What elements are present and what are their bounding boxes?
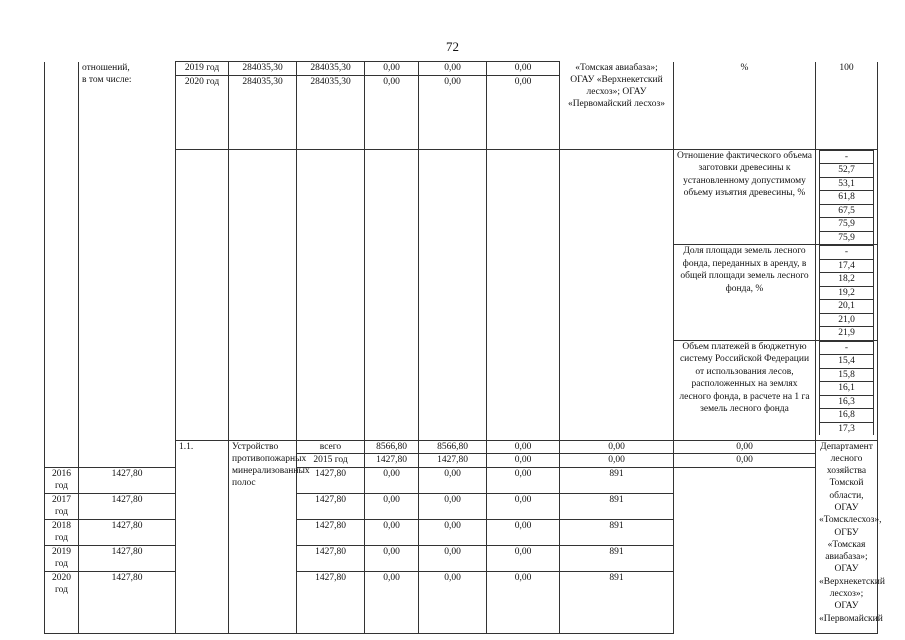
value-cell: 891 xyxy=(560,545,674,571)
amount-cell: 8566,80 xyxy=(365,440,419,454)
empty-cell xyxy=(560,149,674,440)
amount-cell: 0,00 xyxy=(487,62,560,76)
amount-cell: 0,00 xyxy=(419,493,487,519)
amount-cell: 0,00 xyxy=(487,467,560,493)
indicator-value: - xyxy=(820,341,874,355)
value-cell: 891 xyxy=(560,493,674,519)
amount-cell: 0,00 xyxy=(419,545,487,571)
amount-cell: 284035,30 xyxy=(229,75,297,149)
year-label: 2019 год xyxy=(176,62,229,76)
indicator-value: 21,9 xyxy=(820,327,874,340)
indicator-value: 53,1 xyxy=(820,177,874,191)
amount-cell: 0,00 xyxy=(419,467,487,493)
table-row xyxy=(45,545,878,571)
amount-cell: 1427,80 xyxy=(79,571,176,633)
amount-cell: 0,00 xyxy=(674,440,816,454)
empty-cell xyxy=(176,149,229,440)
empty-cell xyxy=(229,149,297,440)
indicator-value: 61,8 xyxy=(820,191,874,205)
amount-cell: 284035,30 xyxy=(229,62,297,76)
indicator-value: 15,8 xyxy=(820,368,874,382)
amount-cell: 284035,30 xyxy=(297,62,365,76)
amount-cell: 0,00 xyxy=(365,493,419,519)
indicator-values xyxy=(816,245,878,341)
amount-cell: 1427,80 xyxy=(297,545,365,571)
amount-cell: 1427,80 xyxy=(297,493,365,519)
value-cell: 891 xyxy=(560,467,674,493)
name-line: в том числе: xyxy=(82,74,132,85)
empty-cell xyxy=(365,149,419,440)
amount-cell: 0,00 xyxy=(560,454,674,468)
indicator-name: Отношение фактического объема заготовки древесины к установленному допустимому объему изъятия древесины, % xyxy=(674,149,816,245)
amount-cell: 0,00 xyxy=(674,454,816,468)
page-number: 72 xyxy=(446,39,459,54)
indicator-value: 21,0 xyxy=(820,313,874,327)
year-label: 2015 год xyxy=(297,454,365,468)
amount-cell: 1427,80 xyxy=(297,467,365,493)
amount-cell: 0,00 xyxy=(487,75,560,149)
amount-cell: 284035,30 xyxy=(297,75,365,149)
empty-cell xyxy=(297,149,365,440)
year-label: 2017 год xyxy=(45,493,79,519)
indicator-cell: % xyxy=(674,62,816,150)
amount-cell: 0,00 xyxy=(365,467,419,493)
amount-cell: 1427,80 xyxy=(79,467,176,493)
indicator-value: 16,3 xyxy=(820,395,874,409)
indicator-value: 17,4 xyxy=(820,259,874,273)
indicator-value: 75,9 xyxy=(820,231,874,244)
amount-cell: 1427,80 xyxy=(297,571,365,633)
indicator-value: 16,1 xyxy=(820,382,874,396)
amount-cell: 1427,80 xyxy=(297,519,365,545)
amount-cell: 0,00 xyxy=(419,519,487,545)
indicator-value: - xyxy=(820,150,874,164)
empty-cell xyxy=(419,149,487,440)
indicator-value: 75,9 xyxy=(820,218,874,232)
amount-cell: 1427,80 xyxy=(419,454,487,468)
table-row xyxy=(45,62,878,76)
value-cell: 100 xyxy=(816,62,878,150)
amount-cell: 0,00 xyxy=(419,62,487,76)
executor-cell: Департамент лесного хозяйства Томской области, ОГАУ «Томсклесхоз», ОГБУ «Томская авиабаза»; ОГАУ «Верхнекетский лесхоз»; ОГАУ «Первомайский xyxy=(816,440,878,633)
indicator-value: 16,8 xyxy=(820,409,874,423)
table-row xyxy=(45,519,878,545)
year-label: 2016 год xyxy=(45,467,79,493)
value-cell: 891 xyxy=(560,519,674,545)
indicator-value: 19,2 xyxy=(820,286,874,300)
indicator-values xyxy=(816,340,878,440)
year-label: 2018 год xyxy=(45,519,79,545)
name-cell xyxy=(79,62,176,468)
amount-cell: 0,00 xyxy=(487,545,560,571)
indicator-value: 15,4 xyxy=(820,355,874,369)
indicator-value: 67,5 xyxy=(820,204,874,218)
number-cell: 1.1. xyxy=(176,440,229,633)
executor-cell: «Томская авиабаза»; ОГАУ «Верхнекетский лесхоз»; ОГАУ «Первомайский лесхоз» xyxy=(560,62,674,150)
amount-cell: 0,00 xyxy=(365,545,419,571)
indicator-value: - xyxy=(820,246,874,260)
amount-cell: 0,00 xyxy=(487,519,560,545)
value-cell: 891 xyxy=(560,571,674,633)
indicator-name: Объем платежей в бюджетную систему Российской Федерации от использования лесов, расположенных на землях лесного фонда, в расчете на 1 га земель лесного фонда xyxy=(674,340,816,440)
year-label: 2020 год xyxy=(45,571,79,633)
amount-cell: 0,00 xyxy=(365,519,419,545)
amount-cell: 0,00 xyxy=(419,75,487,149)
indicator-name: Доля площади земель лесного фонда, переданных в аренду, в общей площади земель лесного фонда, % xyxy=(674,245,816,341)
amount-cell: 1427,80 xyxy=(365,454,419,468)
year-label: 2019 год xyxy=(45,545,79,571)
amount-cell: 1427,80 xyxy=(79,519,176,545)
indicator-value: 18,2 xyxy=(820,273,874,287)
amount-cell: 0,00 xyxy=(365,62,419,76)
program-table xyxy=(44,61,885,634)
name-line: отношений, xyxy=(82,62,130,73)
indicator-value: 52,7 xyxy=(820,164,874,178)
table-row xyxy=(45,493,878,519)
indicator-value: 17,3 xyxy=(820,422,874,435)
name-cell: Устройство противопожарных минерализованных полос xyxy=(229,440,297,633)
amount-cell: 0,00 xyxy=(487,454,560,468)
amount-cell: 1427,80 xyxy=(79,493,176,519)
table-row xyxy=(45,571,878,633)
amount-cell: 0,00 xyxy=(487,493,560,519)
empty-cell xyxy=(487,149,560,440)
amount-cell: 0,00 xyxy=(419,571,487,633)
amount-cell: 8566,80 xyxy=(419,440,487,454)
year-label: 2020 год xyxy=(176,75,229,149)
amount-cell: 0,00 xyxy=(365,571,419,633)
indicator-values xyxy=(816,149,878,245)
table-row xyxy=(45,467,878,493)
indicator-value: 20,1 xyxy=(820,300,874,314)
number-cell xyxy=(45,62,79,468)
amount-cell: 0,00 xyxy=(487,440,560,454)
amount-cell: 0,00 xyxy=(487,571,560,633)
amount-cell: 0,00 xyxy=(560,440,674,454)
amount-cell: 0,00 xyxy=(365,75,419,149)
year-label: всего xyxy=(297,440,365,454)
amount-cell: 1427,80 xyxy=(79,545,176,571)
